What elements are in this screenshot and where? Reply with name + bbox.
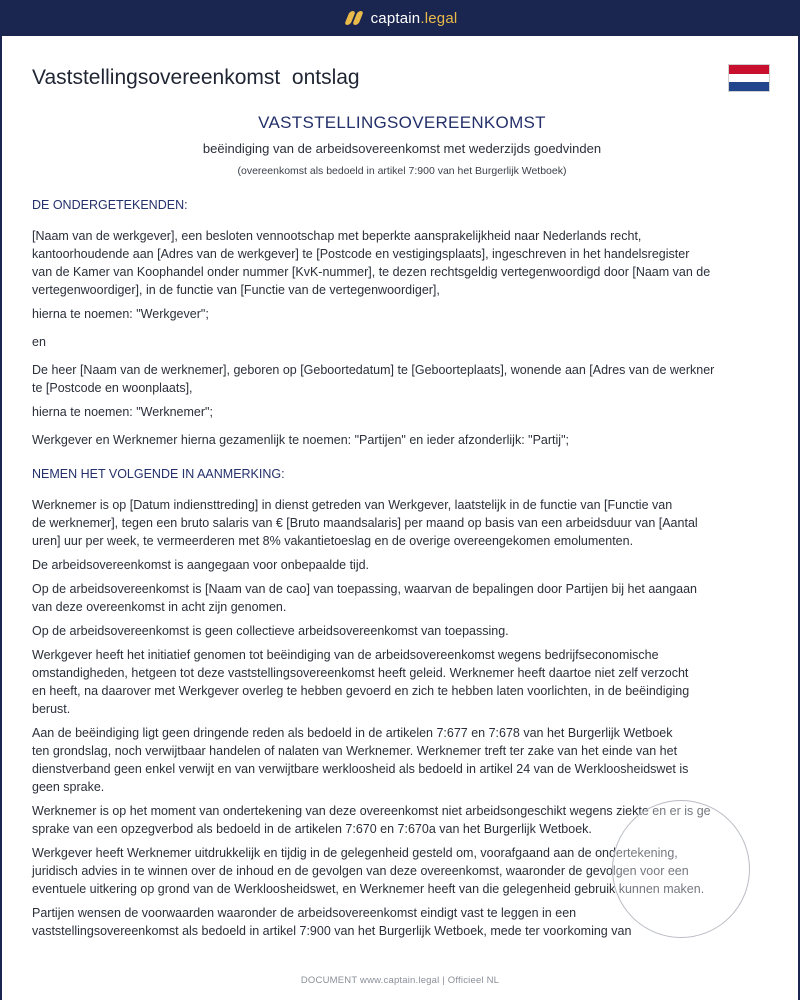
consideration-paragraph: Werknemer is op het moment van ondertekening van deze overeenkomst niet arbeidsongeschikt wegens ziekte en er is ge sprake van een opzegverbod als bedoeld in de artikelen 7:670 en 7:670a van het Burgerlijk Wetboek. [32,804,711,836]
captain-logo-icon [343,10,363,26]
section-heading-considerations: NEMEN HET VOLGENDE IN AANMERKING: [32,467,285,481]
document-heading: VASTSTELLINGSOVEREENKOMST [258,113,546,132]
consideration-paragraph: Werkgever heeft Werknemer uitdrukkelijk en tijdig in de gelegenheid gesteld om, voorafgaand aan de ondertekening, juridisch advies in te winnen over de inhoud en de gevolgen van deze overeenkomst, waaronder de gevolgen voor een eventuele uitkering op grond van de Werkloosheidswet, en Werknemer heeft van die gelegenheid gebruik kunnen maken. [32,846,705,896]
brand[interactable] [343,10,458,27]
watermark-stamp [612,800,750,938]
employee-paragraph: De heer [Naam van de werknemer], geboren op [Geboortedatum] te [Geboorteplaats], wonende aan [Adres van de werkner te [Postcode en woonplaats], [32,363,715,395]
document-subheading: beëindiging van de arbeidsovereenkomst met wederzijds goedvinden [202,141,602,156]
page-title: Vaststellingsovereenkomst ontslag [32,66,360,89]
consideration-paragraph: Op de arbeidsovereenkomst is geen collectieve arbeidsovereenkomst van toepassing. [32,624,509,638]
parties-definition: Werkgever en Werknemer hierna gezamenlijk te noemen: "Partijen" en ieder afzonderlijk: "Partij"; [32,433,569,447]
consideration-paragraph: Werknemer is op [Datum indiensttreding] in dienst getreden van Werkgever, laatstelijk in de functie van [Functie van de werknemer], tegen een bruto salaris van € [Bruto maandsalaris] per maand op basis van een arbeidsduur van [Aantal uren] uur per week, te vermeerderen met 8% vakantietoeslag en de overige overeengekomen emolumenten. [32,498,698,548]
consideration-paragraph: De arbeidsovereenkomst is aangegaan voor onbepaalde tijd. [32,558,370,572]
netherlands-flag-icon[interactable] [728,64,770,92]
section-heading-parties: DE ONDERGETEKENDEN: [32,198,188,212]
document-page [2,36,798,1000]
employee-named: hierna te noemen: "Werknemer"; [32,405,213,419]
consideration-paragraph: Partijen wensen de voorwaarden waaronder de arbeidsovereenkomst eindigt vast te leggen in een vaststellingsovereenkomst als bedoeld in artikel 7:900 van het Burgerlijk Wetboek, mede ter voorkoming van [32,906,632,938]
and-text: en [32,335,46,349]
employer-paragraph: [Naam van de werkgever], een besloten vennootschap met beperkte aansprakelijkheid naar Nederlands recht, kantoorhoudende aan [Adres van de werkgever] te [Postcode en vestigingsplaats], ingeschreven in het handelsregister van de Kamer van Koophandel onder nummer [KvK-nummer], te dezen rechtsgeldig vertegenwoordigd door [Naam van de vertegenwoordiger], in de functie van [Functie van de vertegenwoordiger], [32,229,711,297]
consideration-paragraph: Werkgever heeft het initiatief genomen tot beëindiging van de arbeidsovereenkomst wegens bedrijfseconomische omstandigheden, hetgeen tot deze vaststellingsovereenkomst heeft geleid. Werknemer heeft daartoe niet zelf verzocht en heeft, na daarover met Werkgever overleg te hebben gevoerd en zich te hebben laten voorlichten, in de beëindiging berust. [32,648,690,716]
document-note: (overeenkomst als bedoeld in artikel 7:900 van het Burgerlijk Wetboek) [237,165,567,177]
consideration-paragraph: Aan de beëindiging ligt geen dringende reden als bedoeld in de artikelen 7:677 en 7:678 van het Burgerlijk Wetboek ten grondslag, noch verwijtbaar handelen of nalaten van Werknemer. Werknemer treft ter zake van het einde van het dienstverband geen enkel verwijt en van verwijtbare werkloosheid als bedoeld in artikel 24 van de Werkloosheidswet is geen sprake. [32,726,689,794]
page-footer: DOCUMENT www.captain.legal | Officieel NL [300,975,500,986]
employer-named: hierna te noemen: "Werkgever"; [32,307,209,321]
top-bar [0,0,800,36]
brand-name: captain.legal [370,9,458,27]
consideration-paragraph: Op de arbeidsovereenkomst is [Naam van de cao] van toepassing, waarvan de bepalingen door Partijen bij het aangaan van deze overeenkomst in acht zijn genomen. [32,582,698,614]
